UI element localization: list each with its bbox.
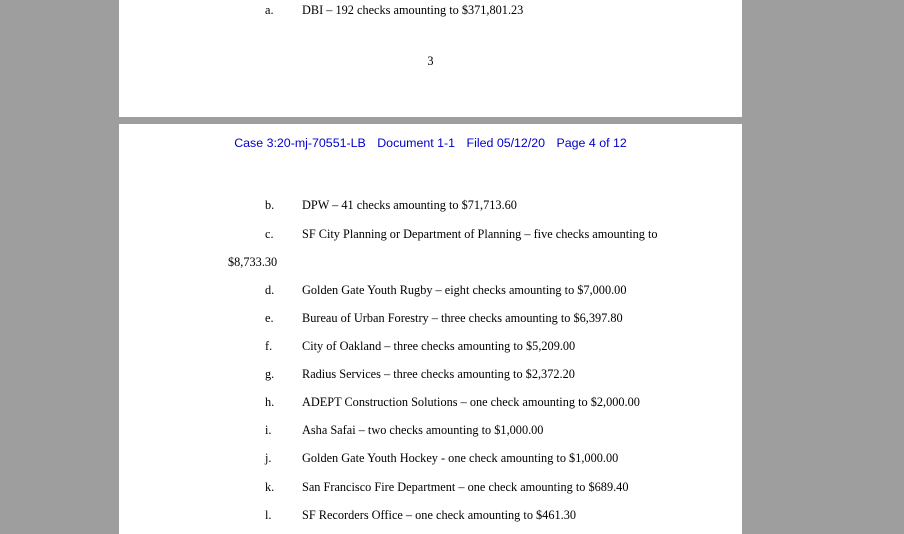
list-item-letter: l. (265, 508, 272, 522)
page-3 (119, 0, 742, 117)
list-item-text: City of Oakland – three checks amounting to $5,209.00 (302, 339, 576, 353)
list-item-text: Bureau of Urban Forestry – three checks amounting to $6,397.80 (302, 311, 623, 325)
list-item-text: DBI – 192 checks amounting to $371,801.23 (302, 3, 524, 17)
list-item-text: Asha Safai – two checks amounting to $1,000.00 (302, 423, 544, 437)
list-item-text: ADEPT Construction Solutions – one check amounting to $2,000.00 (302, 395, 640, 409)
list-item-text: SF City Planning or Department of Planning – five checks amounting to (302, 227, 658, 241)
list-item-text: DPW – 41 checks amounting to $71,713.60 (302, 198, 517, 212)
list-item-text: Radius Services – three checks amounting to $2,372.20 (302, 367, 575, 381)
list-item-text: Golden Gate Youth Rugby – eight checks amounting to $7,000.00 (302, 283, 627, 297)
filed-date: Filed 05/12/20 (466, 136, 546, 150)
list-item-letter: i. (265, 423, 272, 437)
page-4 (119, 124, 742, 534)
list-item-text: San Francisco Fire Department – one check amounting to $689.40 (302, 480, 629, 494)
page-count: Page 4 of 12 (556, 136, 627, 150)
page-number: 3 (427, 54, 434, 68)
list-item-letter: b. (265, 198, 275, 212)
document-number: Document 1-1 (377, 136, 456, 150)
list-item-letter: a. (265, 3, 274, 17)
list-item-letter: c. (265, 227, 274, 241)
list-item-letter: j. (265, 451, 272, 465)
list-item-text: Golden Gate Youth Hockey - one check amounting to $1,000.00 (302, 451, 619, 465)
case-number: Case 3:20-mj-70551-LB (234, 136, 366, 150)
list-item-letter: h. (265, 395, 275, 409)
list-item-continuation: $8,733.30 (228, 255, 278, 269)
case-header (119, 136, 742, 151)
list-item-text: SF Recorders Office – one check amounting to $461.30 (302, 508, 577, 522)
list-item-letter: k. (265, 480, 275, 494)
list-item-letter: f. (265, 339, 273, 353)
list-item-letter: e. (265, 311, 274, 325)
list-item-letter: g. (265, 367, 275, 381)
list-item-letter: d. (265, 283, 275, 297)
